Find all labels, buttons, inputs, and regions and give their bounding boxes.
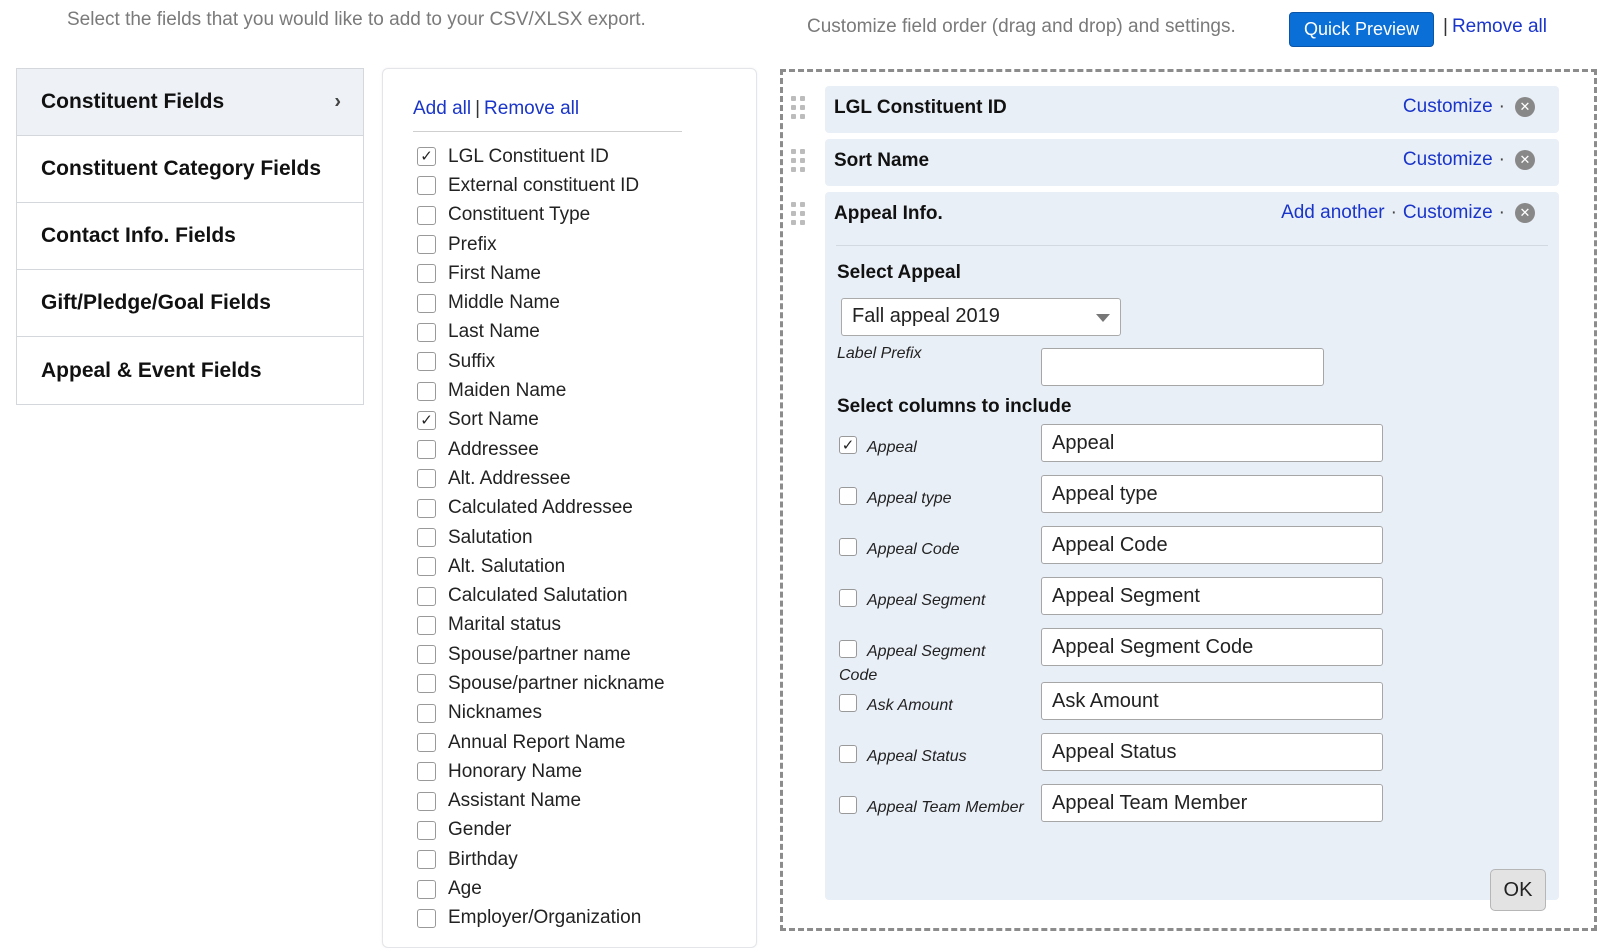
category-label: Gift/Pledge/Goal Fields [41,291,271,314]
export-instruction: Select the fields that you would like to add to your CSV/XLSX export. [67,9,646,30]
field-checkbox[interactable] [417,528,436,547]
field-option[interactable] [417,816,665,845]
field-option-label: Sort Name [448,409,539,431]
field-checkbox[interactable] [417,440,436,459]
column-label: Appeal [867,439,917,456]
field-option[interactable] [417,640,665,669]
field-option[interactable] [417,464,665,493]
drag-handle-icon[interactable] [791,96,805,122]
field-option-label: Spouse/partner nickname [448,672,665,694]
add-another-link[interactable]: Add another [1281,202,1385,223]
column-checkbox[interactable] [839,589,857,607]
customize-link[interactable]: Customize [1402,96,1493,117]
field-option-label: Alt. Addressee [448,467,571,489]
field-option-label: Calculated Addressee [448,497,633,519]
dropdown-arrow-icon [1096,314,1110,322]
field-option[interactable] [417,728,665,757]
column-name-input[interactable]: Appeal Segment [1041,577,1383,615]
drag-handle-icon[interactable] [791,202,805,228]
selected-fields-dropzone[interactable] [780,69,1597,931]
appeal-column-row [839,635,1539,684]
remove-field-icon[interactable]: ✕ [1515,203,1535,223]
appeal-column-row [839,431,1539,476]
field-option[interactable] [417,874,665,903]
category-constituent-category-fields[interactable] [17,136,363,203]
field-checkbox[interactable] [417,733,436,752]
appeal-info-actions [1281,202,1535,224]
field-checkbox[interactable] [417,352,436,371]
appeal-info-title: Appeal Info. [834,203,943,224]
category-appeal-event-fields[interactable] [17,337,363,404]
column-checkbox[interactable]: ✓ [839,436,857,454]
field-checkbox[interactable] [417,557,436,576]
field-option-label: Nicknames [448,702,542,724]
field-option-label: Prefix [448,233,497,255]
field-option-label: Last Name [448,321,540,343]
customize-link[interactable]: Customize [1402,202,1493,223]
column-name-input[interactable]: Appeal [1041,424,1383,462]
category-gift-pledge-goal-fields[interactable] [17,270,363,337]
field-checkbox[interactable] [417,792,436,811]
quick-preview-button[interactable]: Quick Preview [1289,12,1434,47]
column-name-input[interactable]: Ask Amount [1041,682,1383,720]
chevron-right-icon: › [334,90,341,113]
field-checkbox[interactable] [417,499,436,518]
field-checkbox[interactable] [417,382,436,401]
field-category-list [16,68,364,405]
field-option-label: Employer/Organization [448,907,642,929]
field-checkbox[interactable] [417,880,436,899]
field-checkbox[interactable] [417,469,436,488]
field-option-label: Alt. Salutation [448,555,566,577]
appeal-column-row [839,533,1539,578]
field-option-label: LGL Constituent ID [448,145,609,167]
separator: | [475,98,481,119]
category-label: Contact Info. Fields [41,224,236,247]
field-option[interactable] [417,904,665,933]
remove-all-selected-link[interactable]: Remove all [1451,16,1547,37]
category-label: Constituent Category Fields [41,157,322,180]
appeal-info-panel[interactable] [825,192,1559,900]
column-label: Appeal Segment [867,592,986,609]
dot-separator: · [1498,149,1505,170]
field-option-label: Constituent Type [448,204,591,226]
column-name-input[interactable]: Appeal Segment Code [1041,628,1383,666]
field-option-label: Honorary Name [448,760,583,782]
field-option-label: Annual Report Name [448,731,626,753]
field-option[interactable] [417,171,665,200]
field-option[interactable] [417,318,665,347]
field-option[interactable] [417,845,665,874]
field-option[interactable] [417,523,665,552]
field-option[interactable] [417,435,665,464]
field-checkbox[interactable] [417,850,436,869]
field-checkbox[interactable] [417,645,436,664]
category-contact-info-fields[interactable] [17,203,363,270]
dot-separator: · [1390,202,1397,223]
remove-all-link[interactable]: Remove all [484,98,580,119]
field-checkbox[interactable]: ✓ [417,411,436,430]
dot-separator: · [1498,202,1505,223]
field-option-label: Age [448,878,482,900]
field-option[interactable] [417,347,665,376]
field-checkbox[interactable] [417,206,436,225]
field-option-label: Assistant Name [448,790,582,812]
customize-link[interactable]: Customize [1402,149,1493,170]
field-checkbox[interactable] [417,674,436,693]
fields-bulk-actions [413,98,579,120]
appeal-select-value: Fall appeal 2019 [852,305,1000,327]
appeal-column-row [839,584,1539,629]
column-checkbox[interactable] [839,745,857,763]
field-checklist-panel [382,68,757,948]
column-label: Appeal Team Member [867,799,1024,816]
column-label: Appeal Code [867,541,960,558]
select-appeal-label: Select Appeal [837,262,961,283]
appeal-column-row [839,740,1539,785]
field-option-label: Suffix [448,350,496,372]
field-option-label: Calculated Salutation [448,585,628,607]
column-label: Appeal Segment Code [839,643,986,684]
appeal-column-row [839,689,1539,734]
field-option[interactable] [417,787,665,816]
remove-field-icon[interactable]: ✕ [1515,97,1535,117]
field-checkbox[interactable] [417,176,436,195]
select-columns-label: Select columns to include [837,396,1072,417]
drag-handle-icon[interactable] [791,149,805,175]
selected-field-title: Sort Name [834,150,930,171]
field-option[interactable] [417,142,665,171]
field-option[interactable] [417,552,665,581]
field-option[interactable] [417,699,665,728]
field-option[interactable] [417,611,665,640]
category-label: Constituent Fields [41,90,225,113]
field-option[interactable] [417,757,665,786]
column-label: Ask Amount [867,697,953,714]
column-checkbox[interactable] [839,538,857,556]
field-option[interactable] [417,259,665,288]
label-prefix-label: Label Prefix [837,345,922,362]
customize-instruction: Customize field order (drag and drop) and settings. [807,16,1236,37]
column-name-input[interactable]: Appeal type [1041,475,1383,513]
appeal-select[interactable] [841,298,1121,336]
selected-field-row[interactable] [825,139,1559,186]
selected-field-actions [1403,96,1535,118]
field-option-label: Birthday [448,848,518,870]
field-option-label: Salutation [448,526,533,548]
label-prefix-input[interactable] [1041,348,1324,386]
top-remove-all-group [1443,16,1547,38]
field-list [417,142,665,933]
field-checkbox[interactable] [417,616,436,635]
column-name-input[interactable]: Appeal Code [1041,526,1383,564]
field-checkbox[interactable]: ✓ [417,147,436,166]
field-option[interactable] [417,288,665,317]
field-checkbox[interactable] [417,909,436,928]
field-option-label: Gender [448,819,512,841]
field-option-label: Spouse/partner name [448,643,631,665]
column-name-input[interactable]: Appeal Team Member [1041,784,1383,822]
remove-field-icon[interactable]: ✕ [1515,150,1535,170]
category-constituent-fields[interactable] [17,69,363,136]
column-checkbox[interactable] [839,487,857,505]
field-option-label: Addressee [448,438,539,460]
divider [413,131,682,132]
appeal-column-row [839,482,1539,527]
field-checkbox[interactable] [417,762,436,781]
field-option[interactable] [417,494,665,523]
field-option-label: First Name [448,262,541,284]
separator: | [1443,16,1448,37]
field-option[interactable] [417,406,665,435]
dot-separator: · [1498,96,1505,117]
selected-field-title: LGL Constituent ID [834,97,1007,118]
field-option[interactable] [417,230,665,259]
field-checkbox[interactable] [417,704,436,723]
ok-button[interactable]: OK [1490,869,1546,911]
field-checkbox[interactable] [417,821,436,840]
column-checkbox[interactable] [839,694,857,712]
column-name-input[interactable]: Appeal Status [1041,733,1383,771]
field-option[interactable] [417,201,665,230]
field-option[interactable] [417,581,665,610]
field-option-label: Middle Name [448,292,560,314]
field-checkbox[interactable] [417,235,436,254]
column-label: Appeal type [867,490,952,507]
field-option-label: Marital status [448,614,561,636]
appeal-column-row [839,791,1539,836]
category-label: Appeal & Event Fields [41,358,262,382]
field-checkbox[interactable] [417,323,436,342]
selected-field-actions [1403,149,1535,171]
field-option[interactable] [417,669,665,698]
column-checkbox[interactable] [839,796,857,814]
selected-field-row[interactable] [825,86,1559,133]
column-label: Appeal Status [867,748,967,765]
field-option-label: External constituent ID [448,174,640,196]
divider [836,245,1548,246]
field-option-label: Maiden Name [448,380,567,402]
field-checkbox[interactable] [417,264,436,283]
field-checkbox[interactable] [417,587,436,606]
add-all-link[interactable]: Add all [413,98,472,119]
field-option[interactable] [417,376,665,405]
field-checkbox[interactable] [417,294,436,313]
